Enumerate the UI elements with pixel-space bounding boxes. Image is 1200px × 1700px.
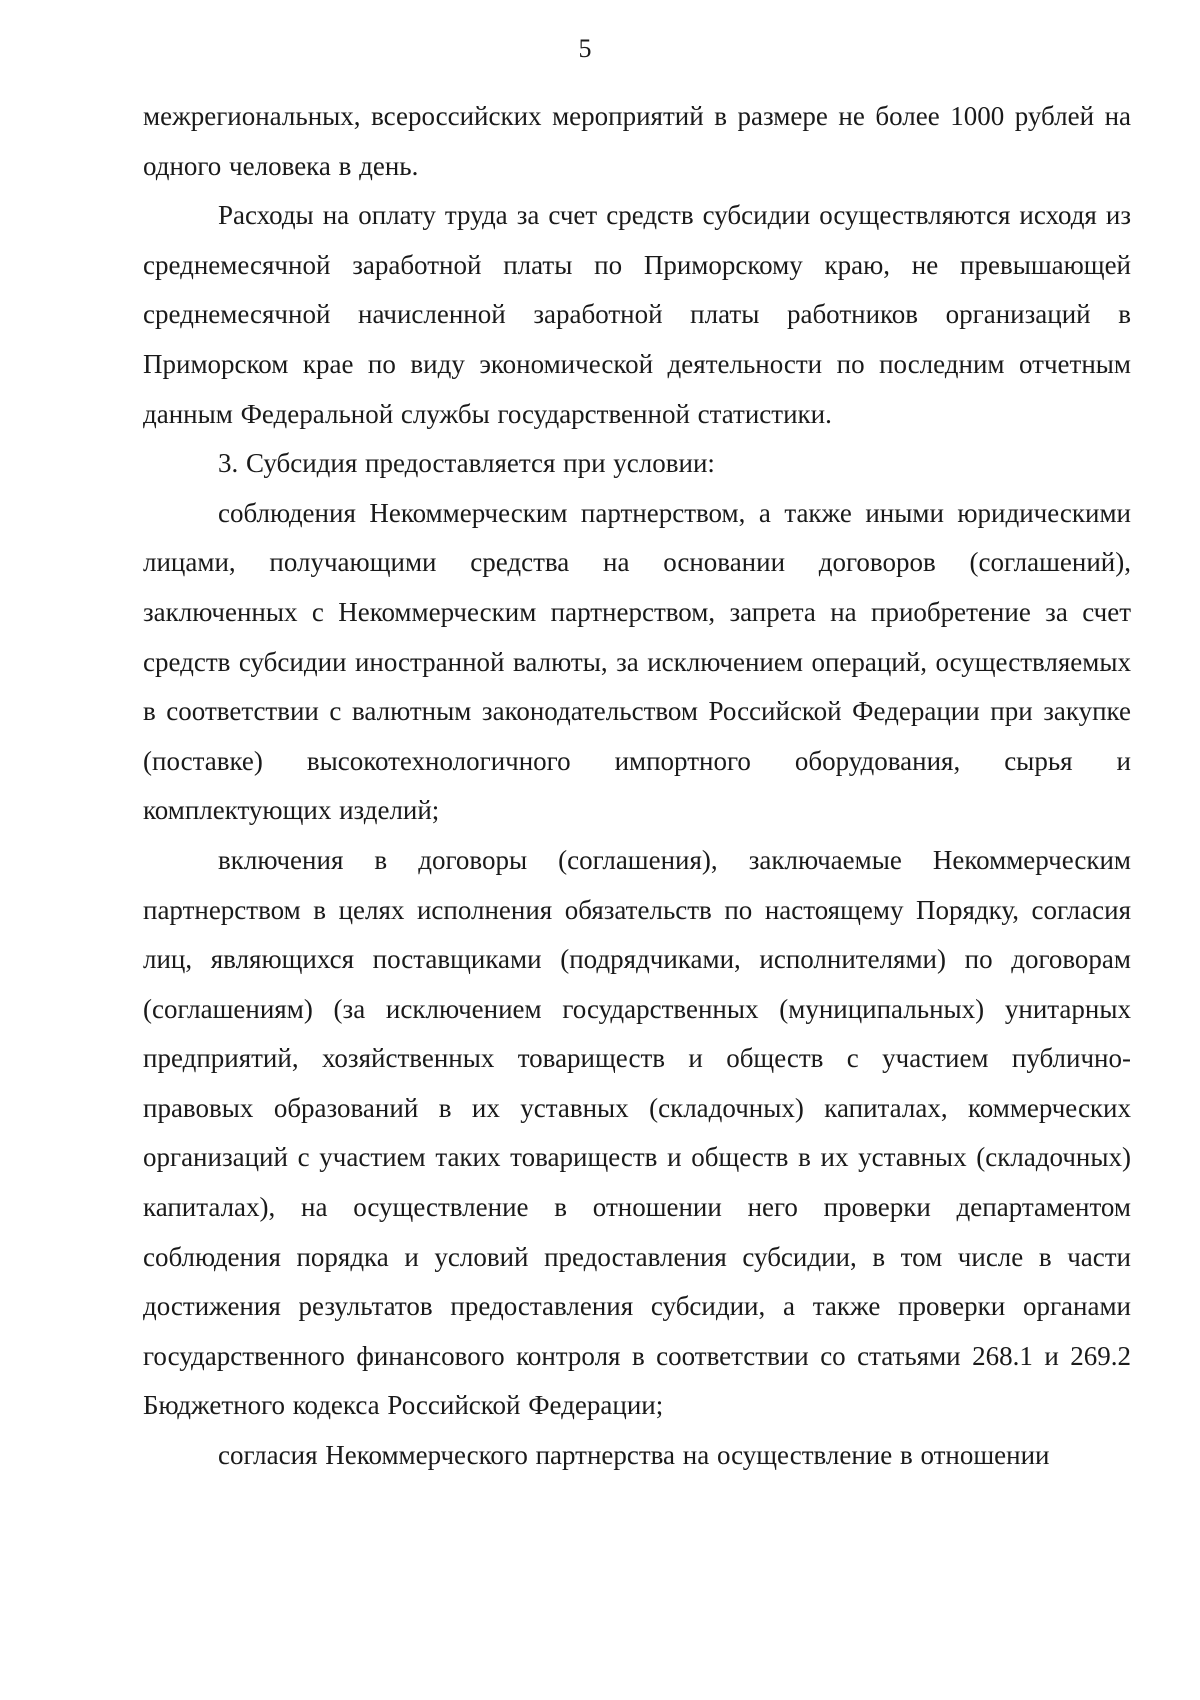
paragraph-labor-costs: Расходы на оплату труда за счет средств субсидии осуществляются исходя из среднемесячной заработной платы по Приморскому краю, не превышающей среднемесячной начисленной заработной платы работников организаций в Приморском крае по виду экономической деятельности по последним отчетным данным Федеральной службы государственной статистики. bbox=[143, 200, 1131, 429]
page-number: 5 bbox=[578, 34, 592, 63]
paragraph-currency-prohibition: соблюдения Некоммерческим партнерством, а также иными юридическими лицами, получающими средства на основании договоров (соглашений), заключенных с Некоммерческим партнерством, запрета на приобретение за счет средств субсидии иностранной валюты, за исключением операций, осуществляемых в соответствии с валютным законодательством Российской Федерации при закупке (поставке) высокотехнологичного импортного оборудования, сырья и комплектующих изделий; bbox=[143, 497, 1131, 826]
paragraph-continuation: межрегиональных, всероссийских мероприятий в размере не более 1000 рублей на одного человека в день. bbox=[143, 101, 1131, 181]
paragraph-clause-3: 3. Субсидия предоставляется при условии: bbox=[218, 448, 715, 479]
paragraph-partnership-consent: согласия Некоммерческого партнерства на осуществление в отношении bbox=[218, 1440, 1050, 1471]
paragraph-contract-consent: включения в договоры (соглашения), заключаемые Некоммерческим партнерством в целях исполнения обязательств по настоящему Порядку, согласия лиц, являющихся поставщиками (подрядчиками, исполнителями) по договорам (соглашениям) (за исключением государственных (муниципальных) унитарных предприятий, хозяйственных товариществ и обществ с участием публично-правовых образований в их уставных (складочных) капиталах, коммерческих организаций с участием таких товариществ и обществ в их уставных (складочных) капиталах), на осуществление в отношении него проверки департаментом соблюдения порядка и условий предоставления субсидии, в том числе в части достижения результатов предоставления субсидии, а также проверки органами государственного финансового контроля в соответствии со статьями 268.1 и 269.2 Бюджетного кодекса Российской Федерации; bbox=[143, 844, 1131, 1421]
document-body bbox=[143, 92, 1131, 1481]
